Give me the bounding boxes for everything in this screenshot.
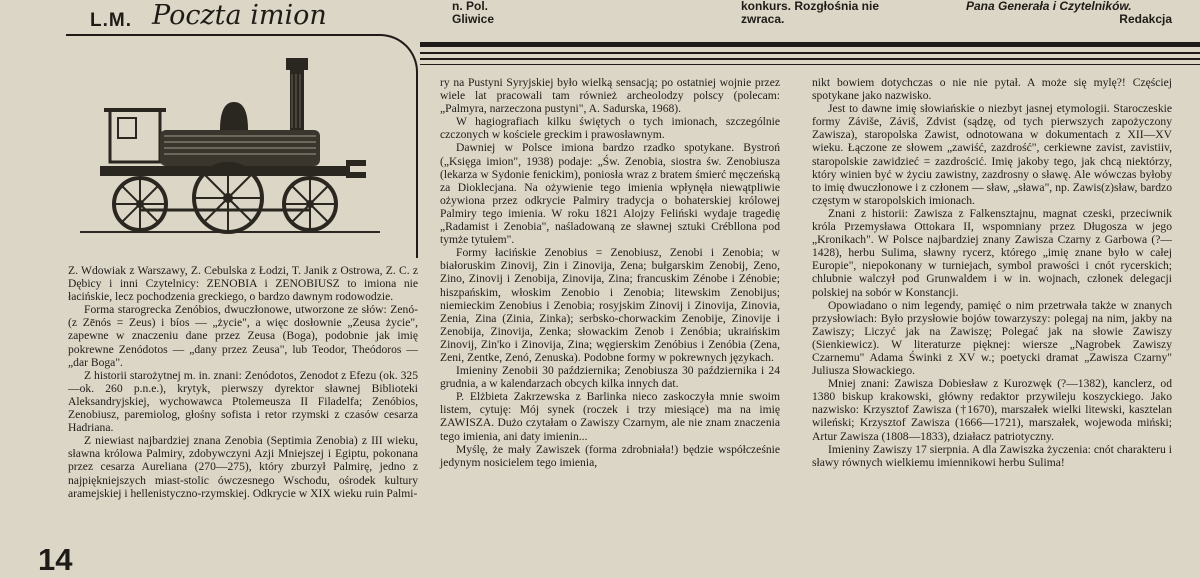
editorial-signature: Redakcja: [1119, 12, 1172, 26]
header-rule-thin: [420, 58, 1200, 60]
header-rule-thin: [420, 64, 1200, 65]
paragraph: Jest to dawne imię słowiańskie o niezbyt jasnej etymologii. Staroczeskie formy Záviše, Záviš, Zdvist (sądzę, od tych pierwszych zapożyczony Zawisza), staropolska Zawist, odnotowana w dokumentach z XII—XV wieku. Łączone ze słowem „zawiść, zazdrość", cerkiewne zavist, zavistiiv, staropolskie zawidzieć = zazdrościć. Imię jakoby tego, jak chcą niektórzy, który winien być w życiu zawistny, zazdrosny o sławę. Ale wówczas byłoby to imię dwuczłonowe i z członem — sław, „sława", np. Zawis(z)sław, bardzo częstym w staropolskich imionach.: [812, 102, 1172, 207]
text-column-1: [68, 264, 418, 500]
paragraph: Opowiadano o nim legendy, pamięć o nim przetrwała także w znanych przysłowiach: Było przysłowie bojów towarzyszy: polegaj na nim, jakby na Zawiszy; Liczyć jak na Zawiszę; Polegać jak na słowie Zawiszy (Sienkiewicz). W literaturze pięknej: wiersze „Nagrobek Zawiszy Czarnemu" Adama Świnki z XV w.; poetycki dramat „Zawisza Czarny" Juliusza Słowackiego.: [812, 298, 1172, 378]
steam-locomotive-icon: [80, 48, 380, 238]
header-rule-thin: [420, 52, 1200, 54]
paragraph: Myślę, że mały Zawiszek (forma zdrobniała!) będzie współcześnie jedynym nosicielem tego imienia,: [440, 442, 780, 469]
paragraph: W hagiografiach kilku świętych o tych imionach, szczególnie czczonych w kościele greckim i prawosławnym.: [440, 115, 780, 142]
paragraph: nikt bowiem dotychczas o nie nie pytał. A może się mylę?! Częściej spotykane jako nazwisko.: [812, 76, 1172, 103]
prev-article-fragment-1: n. Pol. Gliwice: [452, 0, 495, 26]
paragraph: ry na Pustyni Syryjskiej było wielką sensacją; po ostatniej wojnie przez wiele lat pracowali tam również archeolodzy polscy (polecam: „Palmyra, narzeczona pustyni", A. Sadurska, 1968).: [440, 76, 780, 116]
author-initials: L.M.: [90, 10, 132, 31]
paragraph: P. Elżbieta Zakrzewska z Barlinka nieco zaskoczyła mnie swoim listem, cytuję: Mój synek (roczek i trzy miesiące) ma na imię ZAWISZA. Dużo czytałam o Zawiszy Czarnym, ale nie znam znaczenia tego imienia, ani daty imienin...: [440, 390, 780, 443]
text-column-3: [812, 76, 1172, 469]
paragraph: Formy łacińskie Zenobius = Zenobiusz, Zenobi i Zenobia; w białoruskim Zinovij, Zin i Zinovija, Zena; bułgarskim Zenobij, Zeno, Zino, Zinovij i Zenobija, Zinovija, Zina; francuskim Zénobe i Zénobie; hiszpańskim, włoskim Zenobio i Zenobia; litewskim Zenobijus; niemieckim Zenobius i Zenobia; rosyjskim Zinovij i Zinovija, Zinovia, Zenia, Zina (Zinia, Zinka); serbsko-chorwackim Zenobije, Zinovije i Zenobija, Zinovija, Zenka; słowackim Zenob i Zenóbia; ukraińskim Zinovij, Zin'ko i Zinovija, Zina; węgierskim Zenóbius i Zenóbia (Zena, Zeni, Zentke, Zenó, Zenuska). Podobne formy w pokrewnych językach.: [440, 246, 780, 364]
paragraph: Mniej znani: Zawisza Dobiesław z Kurozwęk (?—1382), kanclerz, od 1380 biskup krakowski, główny redaktor przywileju koszyckiego. Jako nazwisko: Krzysztof Zawisza (†1670), marszałek wielki litewski, kasztelan wileński; Krzysztof Zawisza (1666—1721), marszałek, wojewoda miński; Artur Zawisza (1808—1833), działacz patriotyczny.: [812, 377, 1172, 443]
paragraph: Z. Wdowiak z Warszawy, Z. Cebulska z Łodzi, T. Janik z Ostrowa, Z. C. z Dębicy i inni Czytelnicy: ZENOBIA i ZENOBIUSZ to imiona nie łacińskie, lecz pochodzenia greckiego, o bardzo dawnym rodowodzie.: [68, 264, 418, 304]
prev-article-fragment-2: konkurs. Rozgłośnia nie zwraca.: [741, 0, 880, 26]
header-rule-thick: [420, 42, 1200, 47]
text-column-2: [440, 76, 780, 469]
paragraph: Imieniny Zenobii 30 października; Zenobiusza 30 października i 24 grudnia, a w kalendarzach obcych kilka innych dat.: [440, 364, 780, 391]
prev-article-fragment-3-text: Pana Generała i Czytelników.: [966, 0, 1132, 13]
paragraph: Z historii starożytnej m. in. znani: Zenódotos, Zenodot z Efezu (ok. 325—ok. 260 p.n.e.), krytyk, pierwszy dyrektor sławnej Biblioteki Aleksandryjskiej, wychowawca Ptolemeusza II Filadelfa; Zenóbios, Zenobiusz, paremiolog, głośny sofista i retor rzymski z czasów cesarza Hadriana.: [68, 368, 418, 435]
paragraph: Dawniej w Polsce imiona bardzo rzadko spotykane. Bystroń („Księga imion", 1938) podaje: „Św. Zenobia, siostra św. Zenobiusza (lekarza w Sydonie fenickim), poniosła wraz z bratem śmierć męczeńską za Dioklecjana. Na ożywienie tego imienia wpłynęła niewątpliwie ożywiona przez odkrycie Palmiry tradycja o bohaterskiej królowej Palmiry tego imienia. W roku 1821 Alojzy Feliński wydaje tragedię „Radamist i Zenobia", naśladowaną ze sławnej sztuki Crébllona pod tymże tytułem".: [440, 141, 780, 247]
paragraph: Forma starogrecka Zenóbios, dwuczłonowe, utworzone ze słów: Zenó- (z Zēnós = Zeus) i bíos — „życie", a więc dosłownie „Zeusa życie", zapewne w znaczeniu dane przez Zeusa (Boga), podobnie jak imię pokrewne Zenódotos — „dany przez Zeusa", lub Teodor, Theódoros — „dar Boga".: [68, 303, 418, 369]
page-number: 14: [38, 542, 73, 577]
column-title: Poczta imion: [152, 0, 327, 31]
paragraph: Imieniny Zawiszy 17 sierpnia. A dla Zawiszka życzenia: cnót charakteru i sławy równych wielkiemu imiennikowi herbu Sulima!: [812, 442, 1172, 469]
paragraph: Z niewiast najbardziej znana Zenobia (Septimia Zenobia) z III wieku, sławna królowa Palmiry, zdobywczyni Azji Mniejszej i Egiptu, pokonana przez cesarza Aureliana (270—275), który zburzył Palmirę, jedno z najpiękniejszych miast-stolic ówczesnego Wschodu, ośrodek kultury aramejskiej i hellenistyczno-rzymskiej. Odkrycie w XIX wieku ruin Palmi-: [68, 434, 418, 500]
paragraph: Znani z historii: Zawisza z Falkensztajnu, magnat czeski, przeciwnik króla Przemysława Ottokara II, wspomniany przez Długosza w jego „Kronikach". W Polsce najbardziej znany Zawisza Czarny z Garbowa (?—1428), herbu Sulima, sławny rycerz, któregο „imię znane było w całej Europie", niepokonany w turniejach, symbol prawości i cnót rycerskich; chlubnie walczył pod Grunwaldem i w in. wojnach, członek delegacji polskiej na sobór w Konstancji.: [812, 206, 1172, 299]
prev-article-fragment-3: [966, 0, 1186, 26]
